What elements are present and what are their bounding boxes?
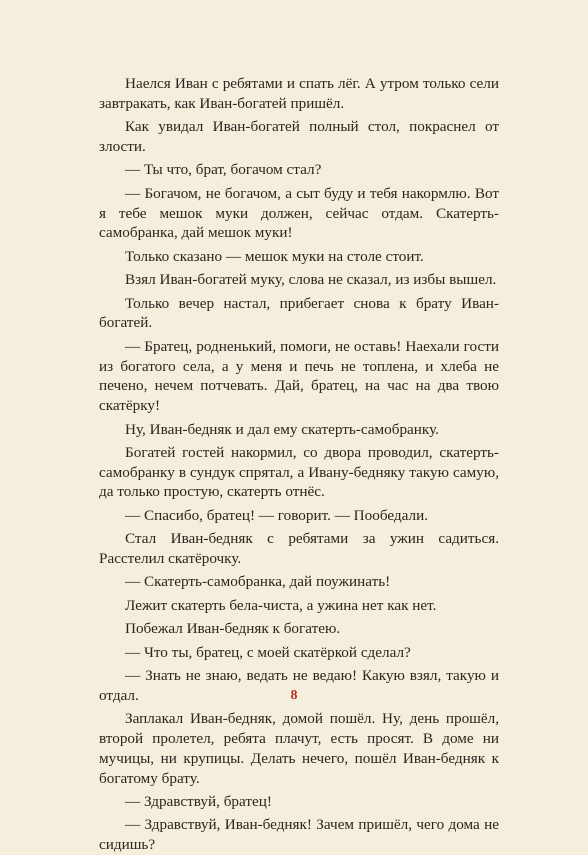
paragraph: — Богачом, не богачом, а сыт буду и тебя накормлю. Вот я тебе мешок муки должен, сейчас отдам. Скатерть-самобранка, дай мешок муки! [99,184,499,242]
paragraph: — Здравствуй, Иван-бедняк! Зачем пришёл, чего дома не сидишь? [99,816,499,854]
paragraph: Наелся Иван с ребятами и спать лёг. А утром только сели завтракать, как Иван-богатей пришёл. [99,75,499,112]
paragraph: — Скатерть-самобранка, дай поужинать! [125,573,391,591]
paragraph: Как увидал Иван-богатей полный стол, покраснел от злости. [99,118,499,155]
paragraph: — Спасибо, братец! — говорит. — Пообедали. [125,506,429,524]
paragraph: Только вечер настал, прибегает снова к брату Иван-богатей. [99,294,499,332]
paragraph: Ну, Иван-бедняк и дал ему скатерть-самобранку. [125,420,439,438]
story-text [99,74,499,855]
paragraph: Взял Иван-богатей муку, слова не сказал, из избы вышел. [125,271,497,289]
paragraph: Побежал Иван-бедняк к богатею. [125,620,341,638]
paragraph: — Знать не знаю, ведать не ведаю! Какую взял, такую и отдал. [99,667,499,704]
paragraph: — Что ты, братец, с моей скатёркой сделал? [125,643,411,661]
paragraph: — Ты что, брат, богачом стал? [125,161,322,179]
page-number: 8 [290,688,298,703]
paragraph: Стал Иван-бедняк с ребятами за ужин садиться. Расстелил скатёрочку. [99,530,499,568]
paragraph: Только сказано — мешок муки на столе стоит. [125,247,424,265]
paragraph: Богатей гостей накормил, со двора проводил, скатерть-самобранку в сундук спрятал, а Ивану-бедняку такую самую, да только простую, скатерть отнёс. [99,443,499,501]
paragraph: Лежит скатерть бела-чиста, а ужина нет как нет. [125,596,437,614]
paragraph: Заплакал Иван-бедняк, домой пошёл. Ну, день прошёл, второй пролетел, ребята плачут, есть просят. В доме ни мучицы, ни крупицы. Делать нечего, пошёл Иван-бедняк к богатому брату. [99,710,499,787]
paragraph: — Братец, родненький, помоги, не оставь! Наехали гости из богатого села, а у меня и печь не топлена, и хлеба не печено, нечем потчевать. Дай, братец, на час на два твою скатёрку! [99,337,499,415]
paragraph: — Здравствуй, братец! [125,792,272,810]
